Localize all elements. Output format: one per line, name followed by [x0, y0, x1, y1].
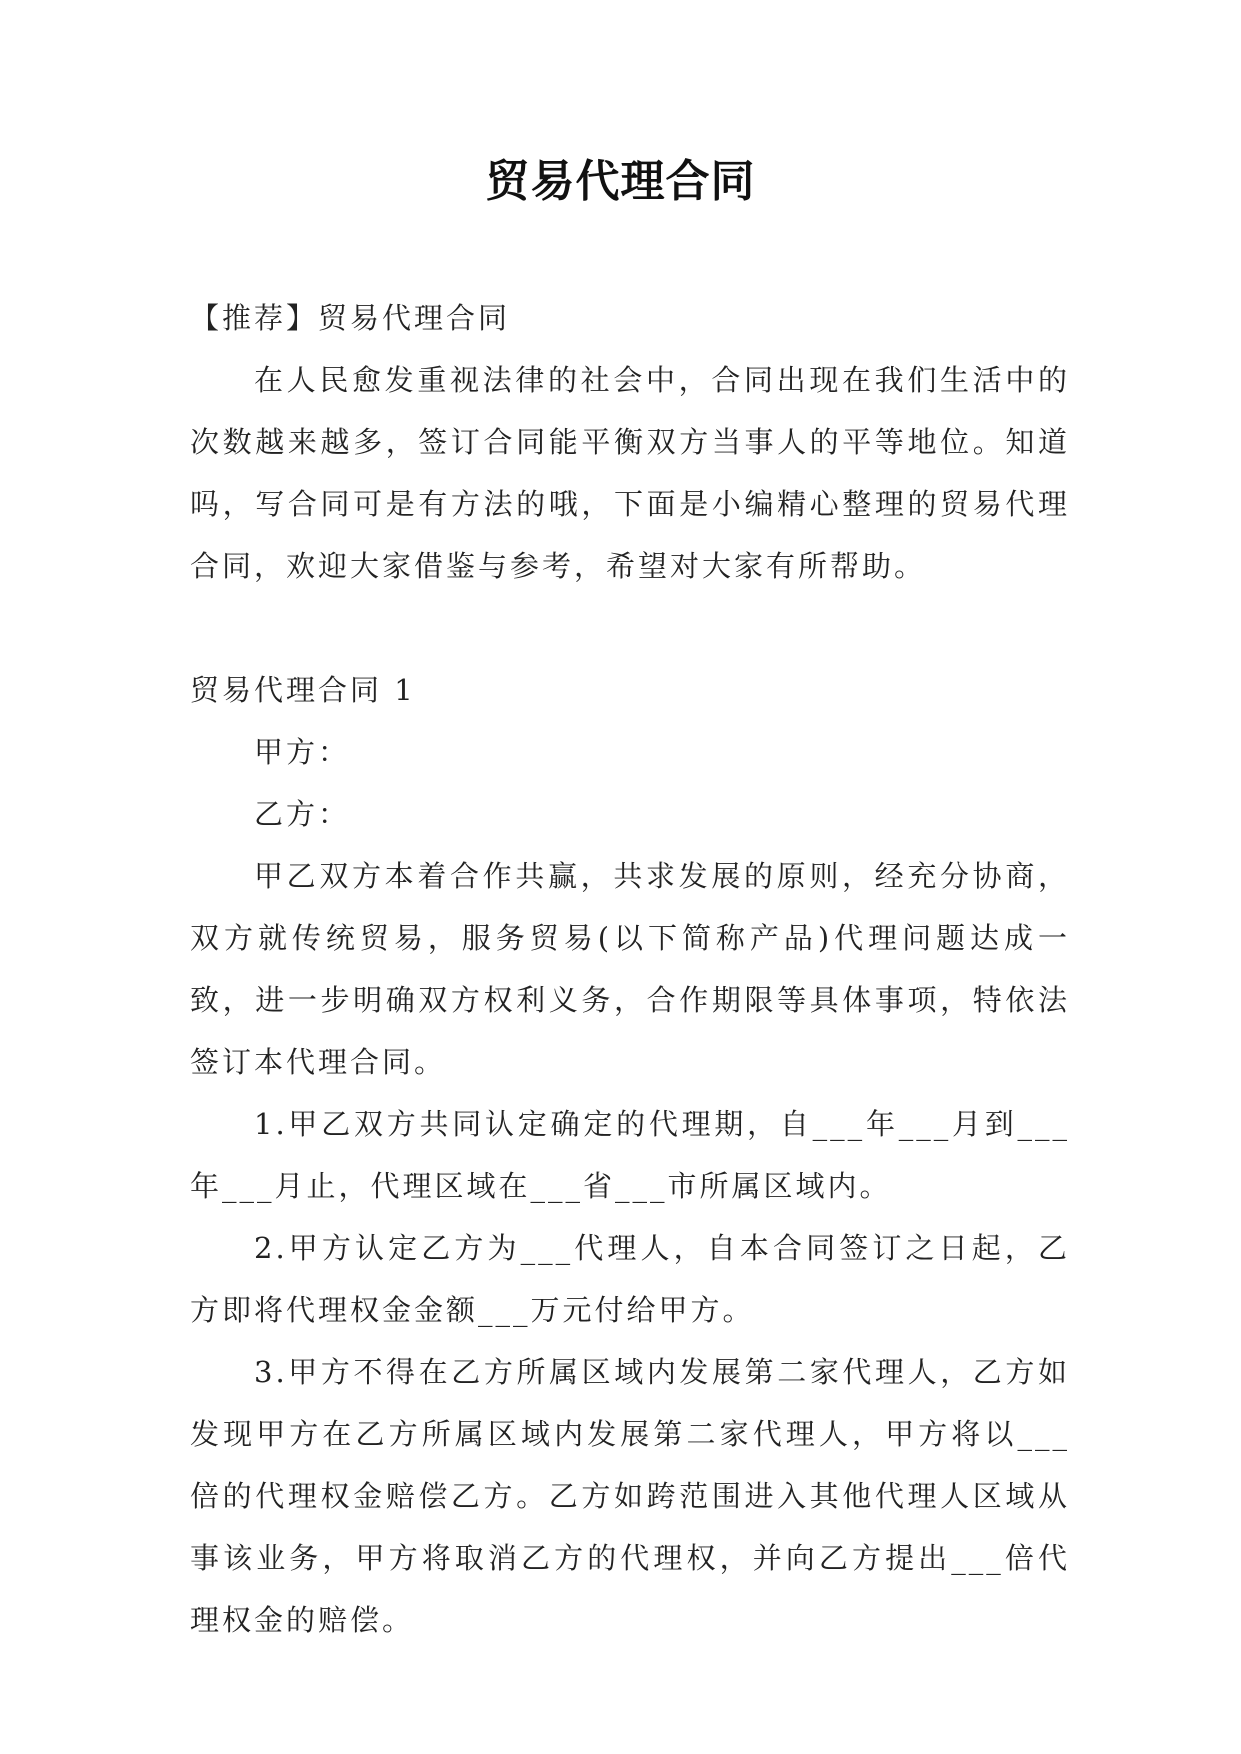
clause-3: 3.甲方不得在乙方所属区域内发展第二家代理人，乙方如发现甲方在乙方所属区域内发展第二家代理人，甲方将以___倍的代理权金赔偿乙方。乙方如跨范围进入其他代理人区域从事该业务，甲方将取消乙方的代理权，并向乙方提出___倍代理权金的赔偿。: [190, 1355, 1070, 1637]
section-spacer: [190, 597, 1070, 659]
clause-1: 1.甲乙双方共同认定确定的代理期，自___年___月到___年___月止，代理区域在___省___市所属区域内。: [190, 1107, 1070, 1203]
contract-1-heading: 贸易代理合同 1: [190, 673, 416, 707]
clause-2: 2.甲方认定乙方为___代理人，自本合同签订之日起，乙方即将代理权金金额___万元付给甲方。: [190, 1231, 1070, 1327]
recommend-heading: 【推荐】贸易代理合同: [190, 301, 511, 335]
preamble-paragraph: 甲乙双方本着合作共赢，共求发展的原则，经充分协商，双方就传统贸易，服务贸易(以下简称产品)代理问题达成一致，进一步明确双方权利义务，合作期限等具体事项，特依法签订本代理合同。: [190, 859, 1070, 1079]
document-body: [190, 287, 1070, 1651]
party-a-line: 甲方：: [254, 735, 351, 769]
intro-paragraph: 在人民愈发重视法律的社会中，合同出现在我们生活中的次数越来越多，签订合同能平衡双方当事人的平等地位。知道吗，写合同可是有方法的哦，下面是小编精心整理的贸易代理合同，欢迎大家借鉴与参考，希望对大家有所帮助。: [190, 363, 1070, 583]
party-b-line: 乙方：: [254, 797, 351, 831]
document-title: 贸易代理合同: [485, 156, 756, 207]
